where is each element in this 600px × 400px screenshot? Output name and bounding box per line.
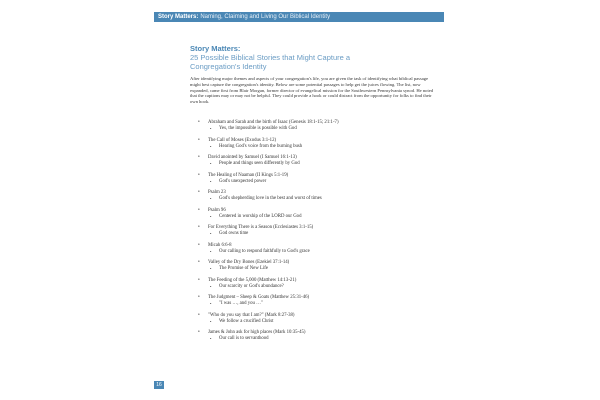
intro-paragraph: After identifying major themes and aspects of your congregation's life, you are given the task of identifying what biblical passage might best capture the congregation's identity. Below are some potential passages to help get the juices flowing. The list, now expanded, came first from Blair Morgan, former director of evangelical mission for the Southwestern Pennsylvania synod. He noted that the captions may or may not be helpful. They could provide a hook or could distract from the opportunity for folks to find their own hook. — [190, 76, 434, 105]
list-item — [198, 295, 438, 313]
sub-bullet-icon: • — [210, 318, 212, 324]
sub-bullet-icon: • — [210, 336, 212, 341]
list-item-title: The Call of Moses (Exodus 3:1-12) — [208, 137, 277, 143]
list-item-title: For Everything There is a Season (Ecclesiastes 3:1-15) — [208, 225, 314, 230]
list-item-caption: People and things seen differently by God — [219, 161, 300, 166]
sub-bullet-icon: • — [210, 126, 212, 131]
list-item — [198, 278, 438, 296]
sub-bullet-icon: • — [210, 283, 212, 289]
sub-bullet-icon: • — [210, 266, 212, 271]
list-item — [198, 260, 438, 278]
list-item-caption: We follow a crucified Christ — [219, 318, 274, 324]
sub-bullet-icon: • — [210, 161, 212, 166]
running-header-title: Story Matters: — [158, 14, 199, 20]
sub-bullet-icon: • — [210, 213, 212, 219]
list-item-caption: Yes, the impossible is possible with God — [219, 126, 297, 131]
list-item-caption: Our calling to respond faithfully to God's grace — [219, 248, 310, 254]
list-item — [198, 330, 438, 348]
list-item-caption: Our scarcity or God's abundance? — [219, 283, 284, 289]
bullet-icon: • — [198, 190, 200, 195]
list-item-caption: God owns time — [219, 231, 249, 236]
sub-bullet-icon: • — [210, 231, 212, 236]
bullet-icon: • — [198, 207, 200, 213]
list-item — [198, 313, 438, 331]
bullet-icon: • — [198, 225, 200, 230]
bullet-icon: • — [198, 312, 200, 318]
section-title-main: Story Matters: — [190, 44, 241, 53]
list-item-caption: God's unexpected power — [219, 178, 267, 184]
list-item — [198, 190, 438, 208]
list-item-title: Psalm 23 — [208, 190, 226, 195]
list-item-title: "Who do you say that I am?" (Mark 8:27-38) — [208, 312, 295, 318]
list-item-caption: "I was …, and you …" — [219, 301, 263, 306]
list-item-caption: God's shepherding love in the best and worst of times — [219, 196, 322, 201]
list-item — [198, 120, 438, 138]
list-item-title: Psalm 96 — [208, 207, 226, 213]
sub-bullet-icon: • — [210, 143, 212, 149]
section-title-line-3: Congregation's Identity — [190, 62, 267, 71]
bullet-icon: • — [198, 172, 200, 178]
bullet-icon: • — [198, 242, 200, 248]
bullet-icon: • — [198, 330, 200, 335]
list-item-title: Valley of the Dry Bones (Ezekiel 37:1-14) — [208, 260, 290, 265]
section-title-line-2: 25 Possible Biblical Stories that Might Capture a — [190, 53, 351, 62]
list-item-title: David anointed by Samuel (I Samuel 16:1-13) — [208, 155, 297, 160]
running-header-subtitle: Naming, Claiming and Living Our Biblical Identity — [200, 14, 331, 20]
list-item-title: James & John ask for high places (Mark 10:35-45) — [208, 330, 306, 335]
bullet-icon: • — [198, 277, 200, 283]
list-item — [198, 243, 438, 261]
section-title — [190, 44, 440, 71]
bullet-icon: • — [198, 260, 200, 265]
list-item — [198, 225, 438, 243]
bullet-icon: • — [198, 295, 200, 300]
list-item-title: Abraham and Sarah and the birth of Isaac (Genesis 18:1-15; 21:1-7) — [208, 120, 339, 125]
story-list — [198, 120, 438, 348]
list-item — [198, 155, 438, 173]
bullet-icon: • — [198, 120, 200, 125]
list-item-caption: Hearing God's voice from the burning bush — [219, 143, 303, 149]
list-item — [198, 208, 438, 226]
running-header — [154, 12, 444, 22]
sub-bullet-icon: • — [210, 248, 212, 254]
bullet-icon: • — [198, 155, 200, 160]
sub-bullet-icon: • — [210, 178, 212, 184]
list-item-title: The Feeding of the 5,000 (Matthew 14:13-21) — [208, 277, 297, 283]
list-item-caption: Our call is to servanthood — [219, 336, 269, 341]
list-item — [198, 138, 438, 156]
list-item — [198, 173, 438, 191]
page-number: 16 — [154, 381, 164, 389]
sub-bullet-icon: • — [210, 196, 212, 201]
list-item-title: The Judgment – Sheep & Goats (Matthew 25:31-46) — [208, 295, 310, 300]
list-item-caption: The Promise of New Life — [219, 266, 269, 271]
sub-bullet-icon: • — [210, 301, 212, 306]
bullet-icon: • — [198, 137, 200, 143]
list-item-title: Micah 6:6-8 — [208, 242, 232, 248]
list-item-title: The Healing of Naaman (II Kings 5:1-19) — [208, 172, 289, 178]
list-item-caption: Centered in worship of the LORD our God — [219, 213, 302, 219]
